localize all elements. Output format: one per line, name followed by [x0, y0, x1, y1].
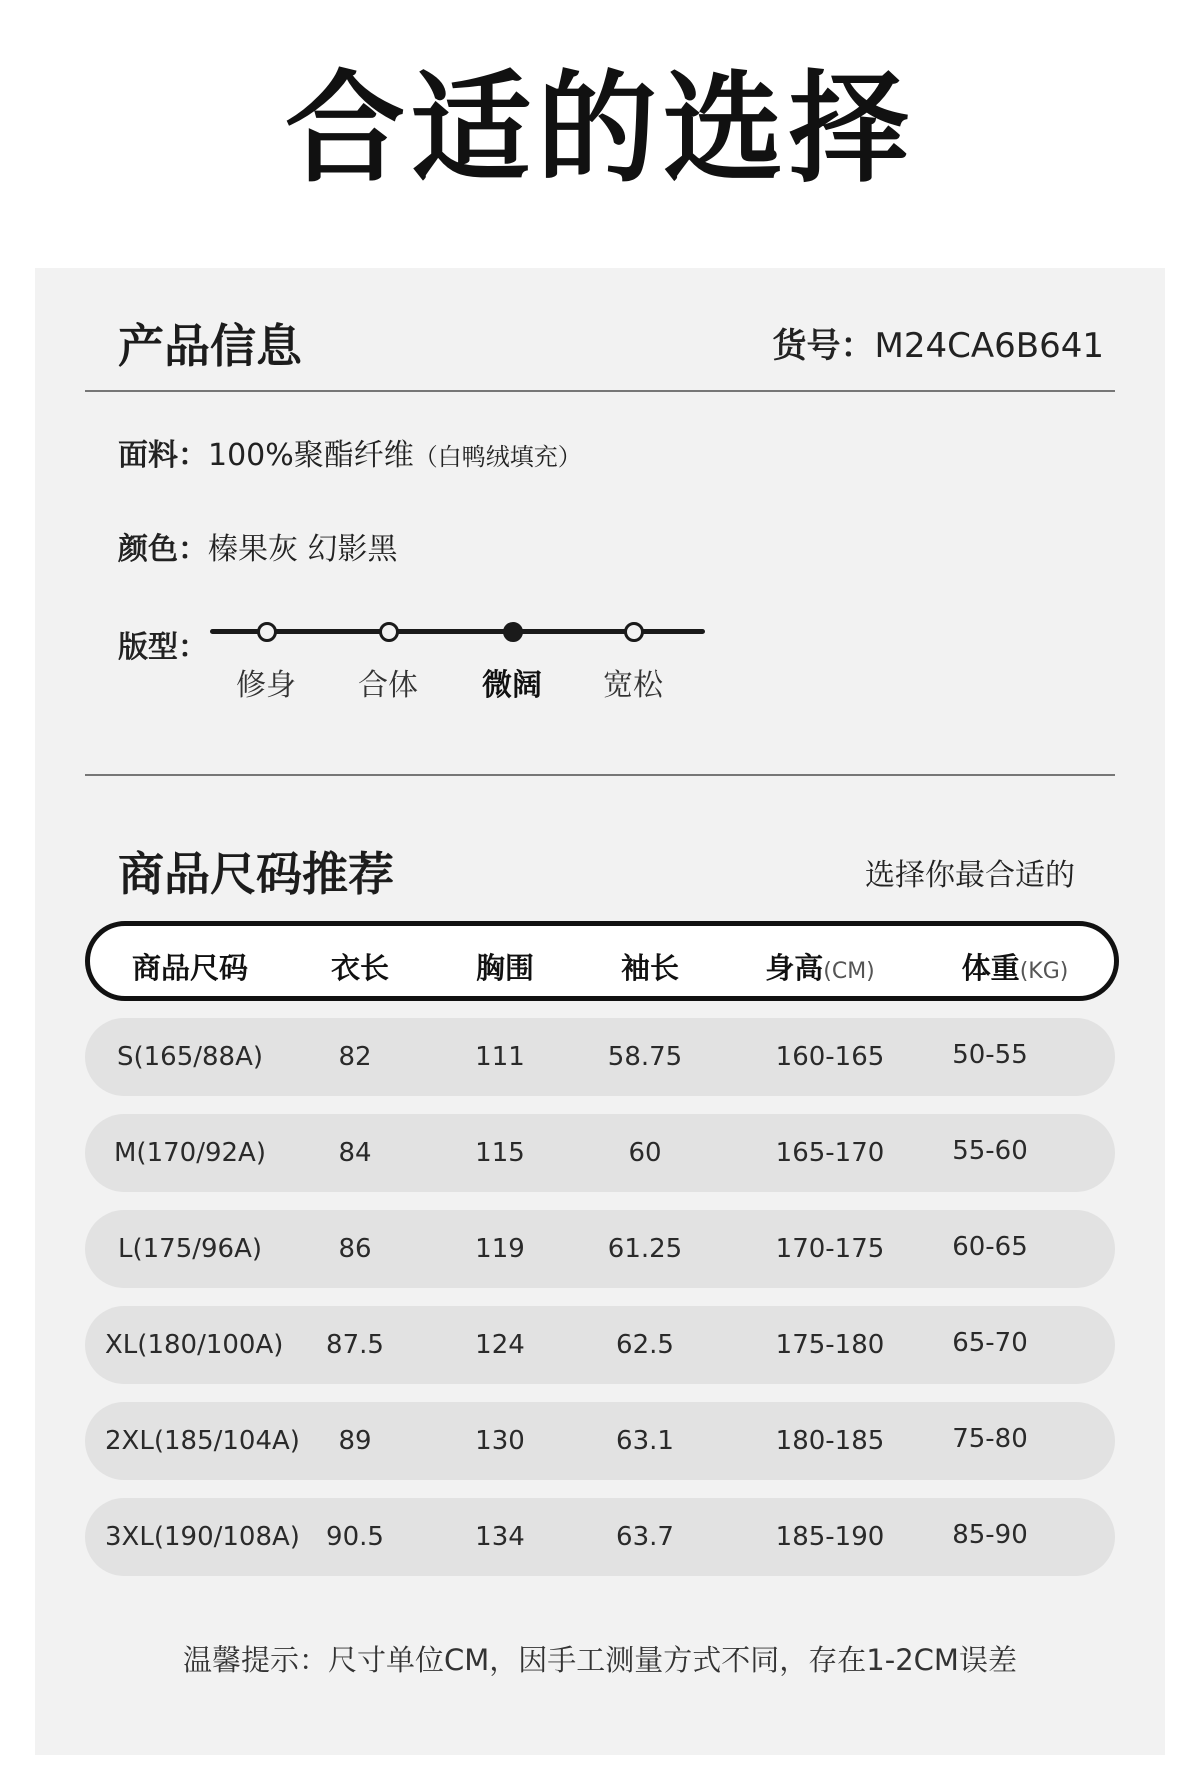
cell-sleeve: 63.7 [616, 1522, 674, 1552]
color-value: 榛果灰 幻影黑 [208, 532, 398, 567]
product-code-value: M24CA6B641 [874, 326, 1104, 366]
cell-length: 82 [338, 1042, 372, 1072]
header-sleeve: 袖长 [620, 951, 679, 985]
cell-weight: 60-65 [952, 1232, 1028, 1262]
cell-size: XL(180/100A) [105, 1330, 284, 1360]
cell-length: 84 [338, 1138, 372, 1168]
cell-length: 89 [338, 1426, 372, 1456]
table-row [85, 1114, 1115, 1192]
cell-sleeve: 62.5 [616, 1330, 674, 1360]
size-table-header [85, 921, 1119, 1001]
fabric-label: 面料： [118, 438, 208, 473]
cell-sleeve: 58.75 [607, 1042, 683, 1072]
product-code-label: 货号： [772, 326, 875, 366]
cell-length: 90.5 [326, 1522, 384, 1552]
fit-scale-dot [379, 622, 399, 642]
fit-option-label: 合体 [358, 668, 418, 703]
cell-chest: 115 [475, 1138, 525, 1168]
fit-option-label: 宽松 [603, 668, 663, 703]
cell-height: 165-170 [775, 1138, 885, 1168]
cell-length: 86 [338, 1234, 372, 1264]
divider [85, 390, 1115, 392]
cell-chest: 124 [475, 1330, 525, 1360]
table-row [85, 1018, 1115, 1096]
cell-height: 185-190 [775, 1522, 885, 1552]
header-size: 商品尺码 [131, 951, 248, 985]
cell-chest: 119 [475, 1234, 525, 1264]
product-info-title: 产品信息 [118, 319, 302, 373]
fabric-row [118, 430, 582, 474]
cell-size: 3XL(190/108A) [105, 1522, 300, 1552]
table-row [85, 1498, 1115, 1576]
size-section-title: 商品尺码推荐 [118, 847, 394, 901]
cell-weight: 85-90 [952, 1520, 1028, 1550]
cell-chest: 111 [475, 1042, 525, 1072]
header-height: 身高(CM) [765, 951, 875, 985]
fit-option-label-selected: 微阔 [482, 668, 542, 703]
cell-height: 170-175 [775, 1234, 885, 1264]
cell-sleeve: 61.25 [607, 1234, 683, 1264]
cell-size: M(170/92A) [114, 1138, 266, 1168]
color-row [118, 524, 398, 568]
cell-size: 2XL(185/104A) [105, 1426, 300, 1456]
cell-chest: 130 [475, 1426, 525, 1456]
cell-sleeve: 60 [628, 1138, 662, 1168]
header-length: 衣长 [330, 951, 389, 985]
table-row [85, 1402, 1115, 1480]
cell-size: S(165/88A) [116, 1042, 264, 1072]
page-hero-title: 合适的选择 [285, 60, 915, 199]
table-row [85, 1306, 1115, 1384]
fit-scale-dot [257, 622, 277, 642]
footer-note: 温馨提示：尺寸单位CM，因手工测量方式不同，存在1-2CM误差 [183, 1643, 1017, 1677]
cell-weight: 50-55 [952, 1040, 1028, 1070]
fit-row [118, 622, 208, 666]
fabric-note: （白鸭绒填充） [413, 443, 582, 471]
color-label: 颜色： [118, 532, 208, 567]
size-hint: 选择你最合适的 [865, 858, 1075, 893]
fit-option-label: 修身 [236, 668, 296, 703]
fabric-value: 100%聚酯纤维 [208, 438, 414, 473]
table-row [85, 1210, 1115, 1288]
fit-label: 版型： [118, 630, 208, 665]
cell-height: 180-185 [775, 1426, 885, 1456]
cell-chest: 134 [475, 1522, 525, 1552]
product-code [773, 318, 1104, 367]
fit-scale-dot-selected [503, 622, 523, 642]
cell-weight: 65-70 [952, 1328, 1028, 1358]
cell-size: L(175/96A) [117, 1234, 263, 1264]
cell-height: 175-180 [775, 1330, 885, 1360]
cell-sleeve: 63.1 [616, 1426, 674, 1456]
cell-weight: 75-80 [952, 1424, 1028, 1454]
header-weight: 体重(KG) [961, 951, 1069, 985]
divider [85, 774, 1115, 776]
fit-scale-dot [624, 622, 644, 642]
header-chest: 胸围 [475, 951, 534, 985]
cell-weight: 55-60 [952, 1136, 1028, 1166]
cell-length: 87.5 [326, 1330, 384, 1360]
cell-height: 160-165 [775, 1042, 885, 1072]
